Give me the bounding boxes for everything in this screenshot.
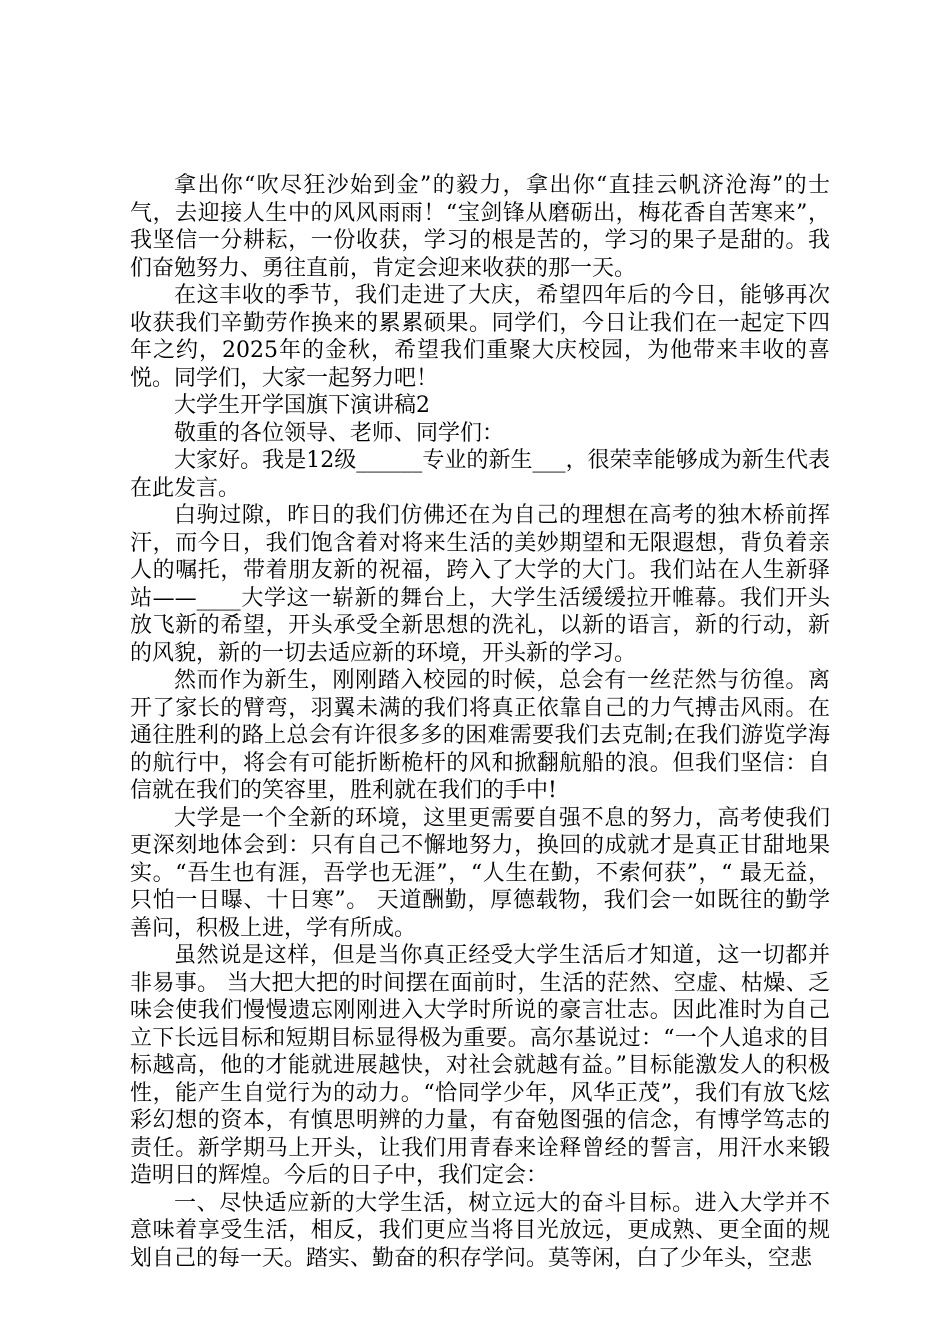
- paragraph-new-student: 然而作为新生，刚刚踏入校园的时候，总会有一丝茫然与彷徨。离开了家长的臂弯，羽翼未满的我们将真正依靠自己的力气搏击风雨。在通往胜利的路上总会有许很多多的困难需要我们去克制;在我们游览学海的航行中，将会有可能折断桅杆的风和掀翻航船的浪。但我们坚信：自信就在我们的笑容里，胜利就在我们的手中!: [130, 668, 830, 803]
- salutation: 敬重的各位领导、老师、同学们：: [174, 420, 505, 446]
- paragraph-goals: 虽然说是这样，但是当你真正经受大学生活后才知道，这一切都并非易事。 当大把大把的时间摆在面前时，生活的茫然、空虚、枯燥、乏味会使我们慢慢遗忘刚刚进入大学时所说的豪言壮志。因此准时为自己立下长远目标和短期目标显得极为重要。高尔基说过：“一个人追求的目标越高，他的才能就进展越快，对社会就越有益。”目标能激发人的积极性，能产生自觉行为的动力。“恰同学少年，风华正茂”，我们有放飞炫彩幻想的资本，有慎思明辨的力量，有奋勉图强的信念，有博学笃志的责任。新学期马上开头，让我们用青春来诠释曾经的誓言，用汗水来锻造明日的辉煌。今后的日子中，我们定会：: [130, 943, 830, 1188]
- document-page: [130, 172, 830, 1272]
- paragraph-greeting: 大家好。我是12级______专业的新生___，很荣幸能够成为新生代表在此发言。: [130, 448, 830, 501]
- paragraph-perseverance: 拿出你“吹尽狂沙始到金”的毅力，拿出你“直挂云帆济沧海”的士气，去迎接人生中的风风雨雨！“宝剑锋从磨砺出，梅花香自苦寒来”，我坚信一分耕耘，一份收获，学习的根是苦的，学习的果子是甜的。我们奋勉努力、勇往直前，肯定会迎来收获的那一天。: [130, 173, 830, 281]
- paragraph-point-one: 一、尽快适应新的大学生活，树立远大的奋斗目标。进入大学并不意味着享受生活，相反，我们更应当将目光放远，更成熟、更全面的规划自己的每一天。踏实、勤奋的积存学问。莫等闲，白了少年头，空悲: [130, 1190, 830, 1271]
- paragraph-new-environment: 大学是一个全新的环境，这里更需要自强不息的努力，高考使我们更深刻地体会到：只有自己不懈地努力，换回的成就才是真正甘甜地果实。“吾生也有涯，吾学也无涯”，“人生在勤，不索何获”，“ 最无益，只怕一日曝、十日寒”。 天道酬勤，厚德载物，我们会一如既往的勤学善问，积极上进，学有所成。: [130, 805, 830, 941]
- paragraph-harvest: 在这丰收的季节，我们走进了大庆，希望四年后的今日，能够再次收获我们辛勤劳作换来的累累硕果。同学们，今日让我们在一起定下四年之约，2025年的金秋，希望我们重聚大庆校园，为他带来丰收的喜悦。同学们，大家一起努力吧！: [130, 283, 830, 391]
- section-heading: 大学生开学国旗下演讲稿2: [174, 393, 430, 418]
- paragraph-time-flies: 白驹过隙，昨日的我们仿佛还在为自己的理想在高考的独木桥前挥汗，而今日，我们饱含着对将来生活的美妙期望和无限遐想，背负着亲人的嘱托，带着朋友新的祝福，跨入了大学的大门。我们站在人生新驿站——____大学这一崭新的舞台上，大学生活缓缓拉开帷幕。我们开头放飞新的希望，开头承受全新思想的洗礼，以新的语言，新的行动，新的风貌，新的一切去适应新的环境，开头新的学习。: [130, 503, 830, 666]
